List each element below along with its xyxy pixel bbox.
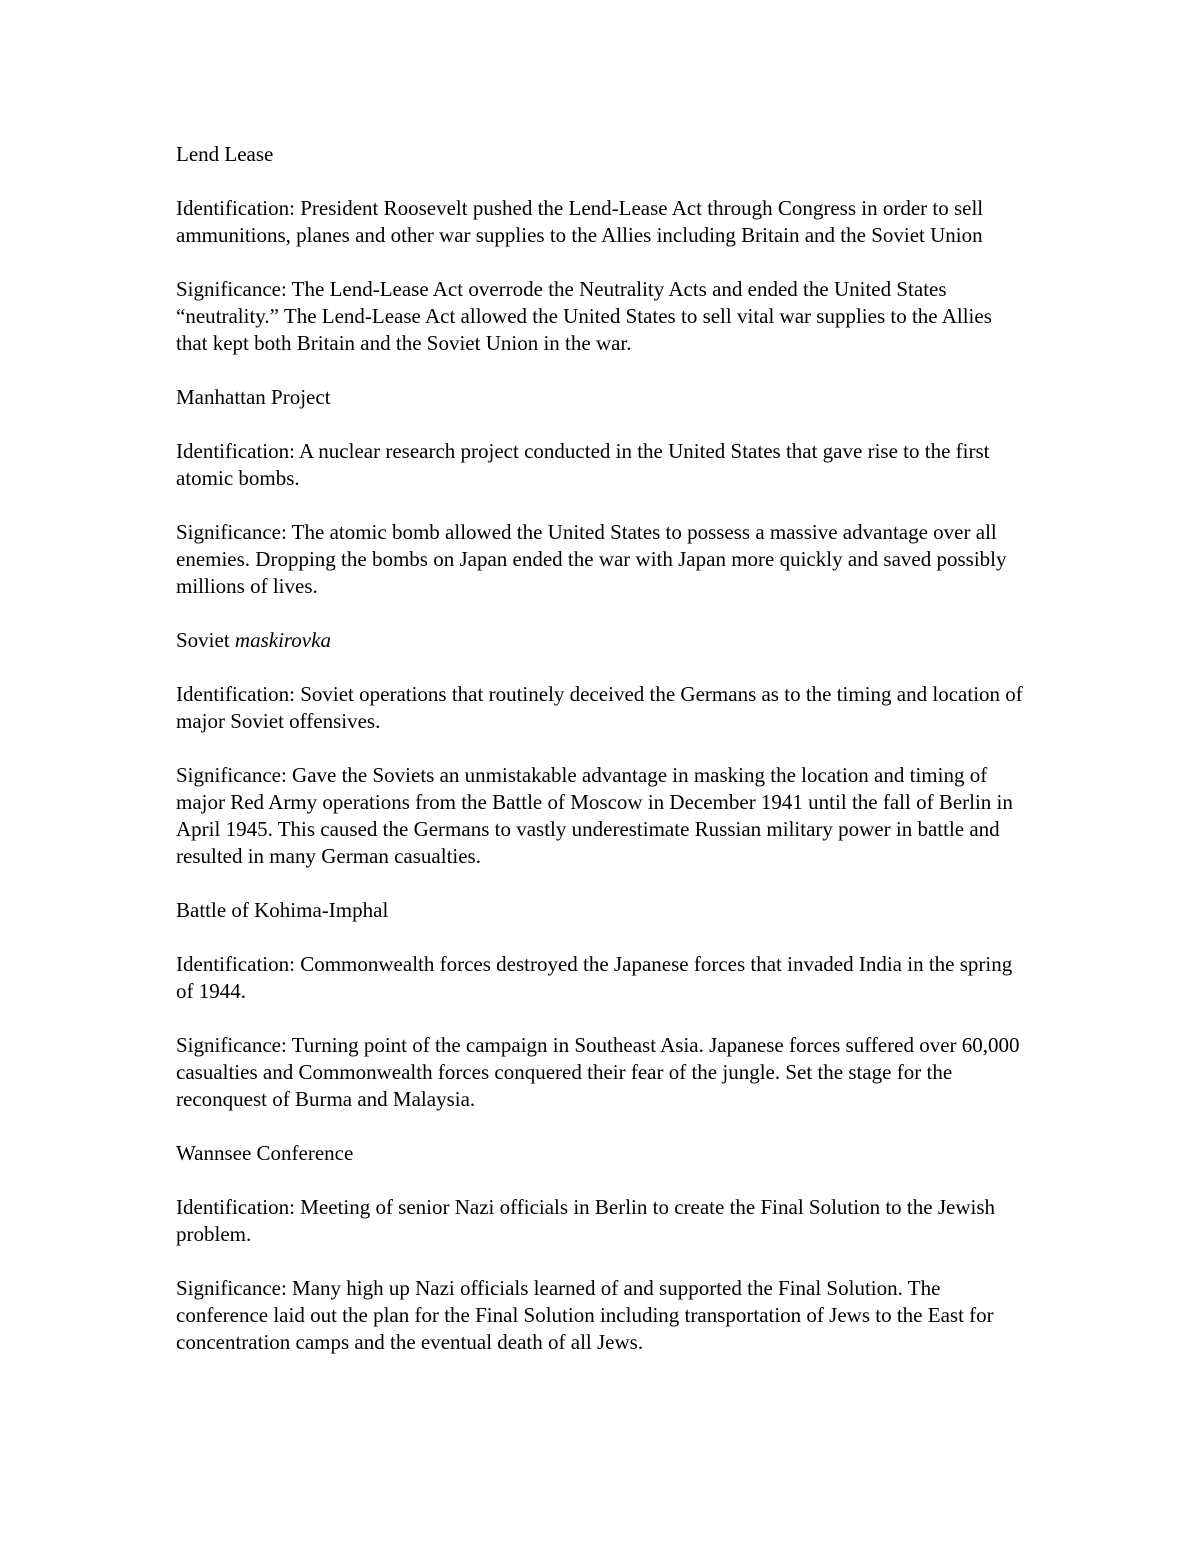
section-identification-manhattan-project: Identification: A nuclear research project conducted in the United States that gave rise to the first atomic bombs. — [176, 439, 990, 490]
section-title-kohima-imphal: Battle of Kohima-Imphal — [176, 898, 389, 922]
section-title-italic-text: maskirovka — [234, 628, 331, 652]
section-title-wannsee-conference: Wannsee Conference — [176, 1141, 354, 1165]
section-significance-kohima-imphal: Significance: Turning point of the campaign in Southeast Asia. Japanese forces suffered over 60,000 casualties and Commonwealth forces conquered their fear of the jungle. Set the stage for the reconquest of Burma and Malaysia. — [176, 1033, 1020, 1111]
document-page — [176, 141, 1026, 1383]
section-significance-wannsee-conference: Significance: Many high up Nazi officials learned of and supported the Final Solution. The conference laid out the plan for the Final Solution including transportation of Jews to the East for concentration camps and the eventual death of all Jews. — [176, 1276, 994, 1354]
section-significance-manhattan-project: Significance: The atomic bomb allowed the United States to possess a massive advantage over all enemies. Dropping the bombs on Japan ended the war with Japan more quickly and saved possibly millions of lives. — [176, 520, 1007, 598]
section-title-plain-text: Soviet — [176, 628, 235, 652]
section-significance-lend-lease: Significance: The Lend-Lease Act overrode the Neutrality Acts and ended the United States “neutrality.” The Lend-Lease Act allowed the United States to sell vital war supplies to the Allies that kept both Britain and the Soviet Union in the war. — [176, 277, 992, 355]
section-identification-kohima-imphal: Identification: Commonwealth forces destroyed the Japanese forces that invaded India in the spring of 1944. — [176, 952, 1013, 1003]
section-title-soviet-maskirovka — [176, 627, 1026, 654]
section-identification-soviet-maskirovka: Identification: Soviet operations that routinely deceived the Germans as to the timing and location of major Soviet offensives. — [176, 682, 1023, 733]
section-title-manhattan-project: Manhattan Project — [176, 385, 331, 409]
section-title-lend-lease: Lend Lease — [176, 142, 274, 166]
section-identification-wannsee-conference: Identification: Meeting of senior Nazi officials in Berlin to create the Final Solution to the Jewish problem. — [176, 1195, 995, 1246]
section-significance-soviet-maskirovka: Significance: Gave the Soviets an unmistakable advantage in masking the location and timing of major Red Army operations from the Battle of Moscow in December 1941 until the fall of Berlin in April 1945. This caused the Germans to vastly underestimate Russian military power in battle and resulted in many German casualties. — [176, 763, 1013, 868]
section-identification-lend-lease: Identification: President Roosevelt pushed the Lend-Lease Act through Congress in order to sell ammunitions, planes and other war supplies to the Allies including Britain and the Soviet Union — [176, 196, 984, 247]
